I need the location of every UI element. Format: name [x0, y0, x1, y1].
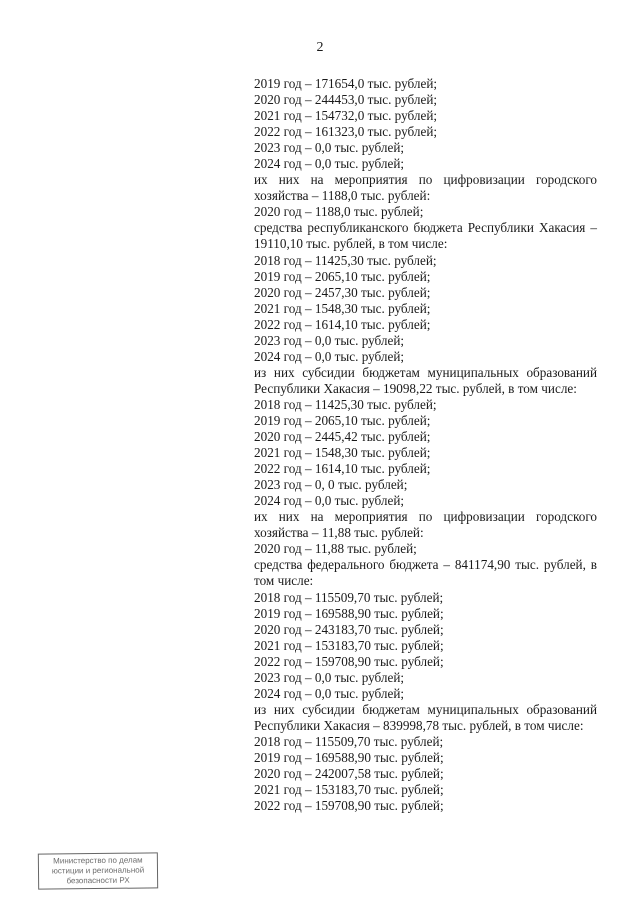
amount-line: 2021 год – 1548,30 тыс. рублей; [254, 445, 431, 461]
registration-stamp: Министерство по делам юстиции и региональной безопасности РХ [38, 852, 158, 889]
amount-line: 2019 год – 169588,90 тыс. рублей; [254, 749, 444, 765]
text-paragraph: из них субсидии бюджетам муниципальных образований Республики Хакасия – 839998,78 тыс. рублей, в том числе: [254, 701, 597, 733]
amount-line: 2022 год – 159708,90 тыс. рублей; [254, 653, 444, 669]
document-body [254, 76, 597, 814]
amount-line: 2018 год – 115509,70 тыс. рублей; [254, 589, 444, 605]
amount-line: 2020 год – 2457,30 тыс. рублей; [254, 284, 431, 300]
amount-line: 2020 год – 242007,58 тыс. рублей; [254, 766, 444, 782]
amount-line: 2019 год – 2065,10 тыс. рублей; [254, 268, 431, 284]
amount-line: 2021 год – 153183,70 тыс. рублей; [254, 637, 444, 653]
amount-line: 2023 год – 0,0 тыс. рублей; [254, 332, 405, 348]
amount-line: 2023 год – 0,0 тыс. рублей; [254, 669, 405, 685]
amount-line: 2019 год – 171654,0 тыс. рублей; [254, 76, 438, 91]
amount-line: 2022 год – 1614,10 тыс. рублей; [254, 316, 431, 332]
amount-line: 2018 год – 11425,30 тыс. рублей; [254, 252, 437, 268]
amount-line: 2020 год – 11,88 тыс. рублей; [254, 541, 417, 557]
amount-line: 2021 год – 153183,70 тыс. рублей; [254, 782, 444, 798]
text-paragraph: их них на мероприятия по цифровизации городского хозяйства – 1188,0 тыс. рублей: [254, 172, 597, 204]
amount-line: 2021 год – 154732,0 тыс. рублей; [254, 108, 438, 124]
amount-line: 2020 год – 243183,70 тыс. рублей; [254, 621, 444, 637]
amount-line: 2024 год – 0,0 тыс. рублей; [254, 156, 405, 172]
amount-line: 2024 год – 0,0 тыс. рублей; [254, 493, 405, 509]
page-number: 2 [316, 40, 324, 55]
amount-line: 2019 год – 169588,90 тыс. рублей; [254, 605, 444, 621]
amount-line: 2023 год – 0,0 тыс. рублей; [254, 140, 405, 156]
amount-line: 2022 год – 1614,10 тыс. рублей; [254, 461, 431, 477]
text-paragraph: их них на мероприятия по цифровизации городского хозяйства – 11,88 тыс. рублей: [254, 509, 597, 541]
amount-line: 2024 год – 0,0 тыс. рублей; [254, 348, 405, 364]
amount-line: 2022 год – 159708,90 тыс. рублей; [254, 798, 444, 814]
amount-line: 2018 год – 11425,30 тыс. рублей; [254, 396, 437, 412]
amount-line: 2018 год – 115509,70 тыс. рублей; [254, 733, 444, 749]
amount-line: 2020 год – 244453,0 тыс. рублей; [254, 92, 438, 108]
amount-line: 2019 год – 2065,10 тыс. рублей; [254, 412, 431, 428]
text-paragraph: из них субсидии бюджетам муниципальных образований Республики Хакасия – 19098,22 тыс. рублей, в том числе: [254, 364, 597, 396]
amount-line: 2020 год – 2445,42 тыс. рублей; [254, 429, 431, 445]
amount-line: 2022 год – 161323,0 тыс. рублей; [254, 124, 438, 140]
amount-line: 2020 год – 1188,0 тыс. рублей; [254, 204, 424, 220]
amount-line: 2021 год – 1548,30 тыс. рублей; [254, 300, 431, 316]
text-paragraph: средства федерального бюджета – 841174,90 тыс. рублей, в том числе: [254, 557, 597, 589]
text-paragraph: средства республиканского бюджета Республики Хакасия – 19110,10 тыс. рублей, в том числе: [254, 220, 597, 252]
amount-line: 2023 год – 0, 0 тыс. рублей; [254, 477, 408, 493]
amount-line: 2024 год – 0,0 тыс. рублей; [254, 685, 405, 701]
